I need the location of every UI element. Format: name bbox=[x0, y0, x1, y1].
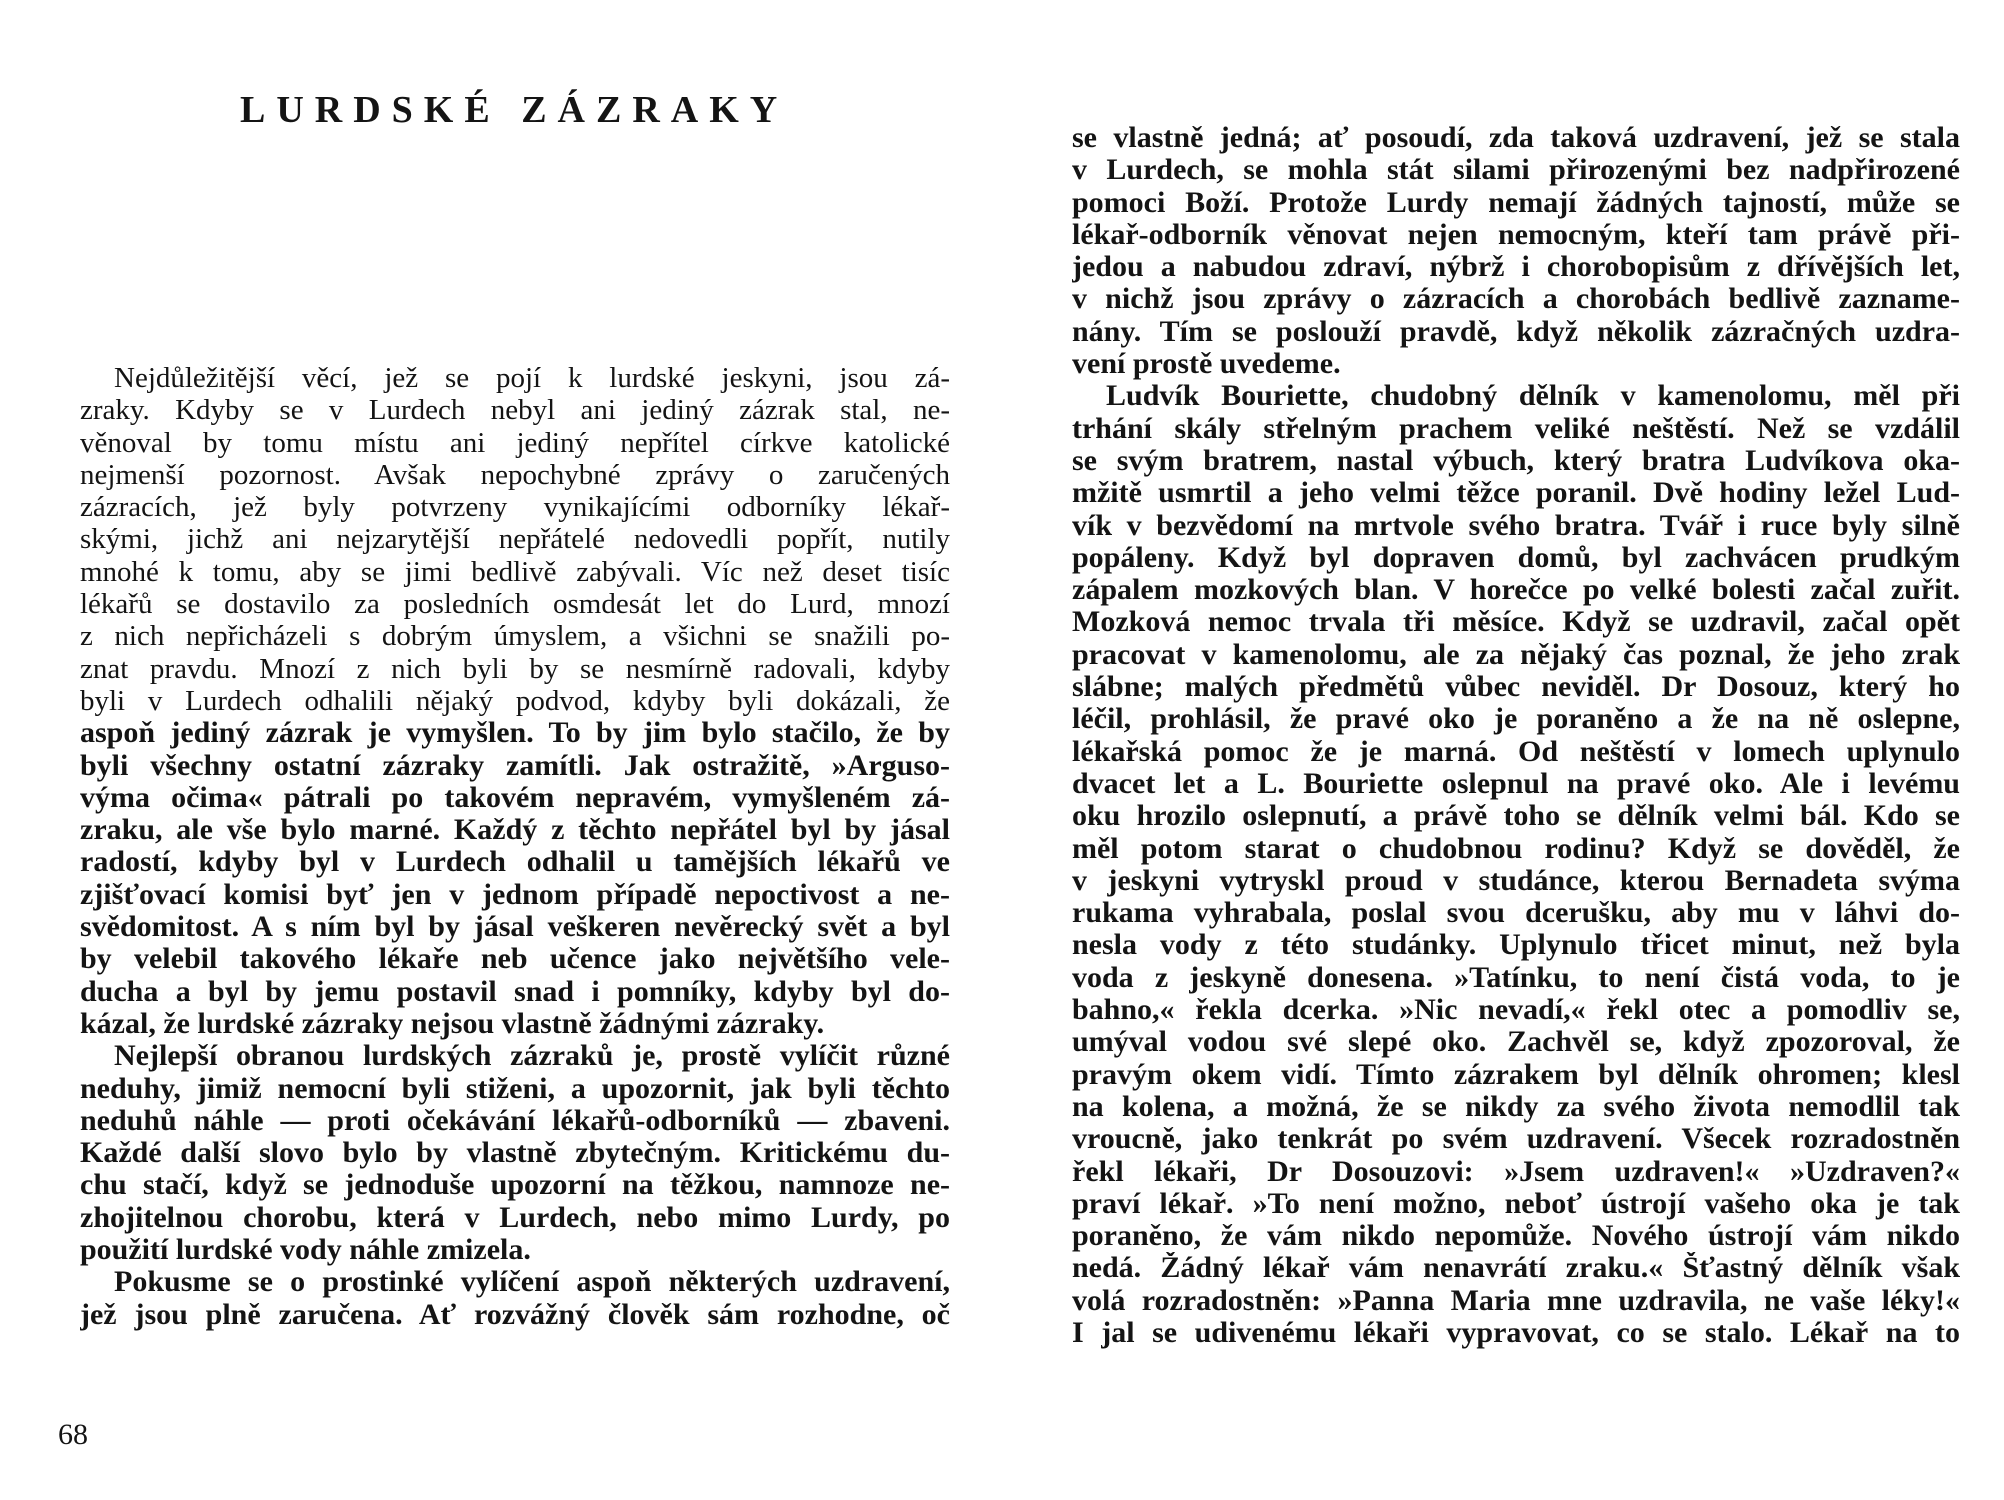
text-line: chu stačí, když se jednoduše upozorní na těžkou, namnoze ne- bbox=[80, 1169, 950, 1202]
right-page bbox=[1000, 0, 2004, 1500]
text-line: měl potom starat o chudobnou rodinu? Když se dověděl, že bbox=[1072, 832, 1960, 865]
text-line: zjišťovací komisi byť jen v jednom případě nepoctivost a ne- bbox=[80, 878, 950, 911]
text-line: dvacet let a L. Bouriette oslepnul na pravé oko. Ale i levému bbox=[1072, 767, 1960, 800]
text-line: by velebil takového lékaře neb učence jako největšího vele- bbox=[80, 943, 950, 976]
text-line: nány. Tím se poslouží pravdě, když několik zázračných uzdra- bbox=[1072, 315, 1960, 348]
text-line: zraky. Kdyby se v Lurdech nebyl ani jediný zázrak stal, ne- bbox=[80, 394, 950, 427]
text-line: Pokusme se o prostinké vylíčení aspoň některých uzdravení, bbox=[114, 1266, 950, 1299]
text-line: oku hrozilo oslepnutí, a právě toho se dělník velmi bál. Kdo se bbox=[1072, 800, 1960, 833]
left-page bbox=[0, 0, 1000, 1500]
text-line: nesla vody z této studánky. Uplynulo třicet minut, než byla bbox=[1072, 929, 1960, 962]
text-line: mžitě usmrtil a jeho velmi těžce poranil. Dvě hodiny ležel Lud- bbox=[1072, 477, 1960, 510]
text-line: pomoci Boží. Protože Lurdy nemají žádných tajností, může se bbox=[1072, 186, 1960, 219]
text-line: vík v bezvědomí na mrtvole svého bratra. Tvář i ruce byly silně bbox=[1072, 509, 1960, 542]
text-line: řekl lékaři, Dr Dosouzovi: »Jsem uzdraven!« »Uzdraven?« bbox=[1072, 1155, 1960, 1188]
text-line: nejmenší pozornost. Avšak nepochybné zprávy o zaručených bbox=[80, 458, 950, 491]
text-line: byli všechny ostatní zázraky zamítli. Jak ostražitě, »Arguso- bbox=[80, 749, 950, 782]
text-line: Mozková nemoc trvala tři měsíce. Když se uzdravil, začal opět bbox=[1072, 606, 1960, 639]
text-line: Nejdůležitější věcí, jež se pojí k lurdské jeskyni, jsou zá- bbox=[114, 362, 950, 394]
text-line: rukama vyhrabala, poslal svou dcerušku, aby mu v láhvi do- bbox=[1072, 897, 1960, 930]
text-line: pravým okem vidí. Tímto zázrakem byl dělník ohromen; klesl bbox=[1072, 1058, 1960, 1091]
text-line: voda z jeskyně donesena. »Tatínku, to není čistá voda, to je bbox=[1072, 961, 1960, 994]
left-page-text bbox=[80, 362, 950, 1331]
text-line: se vlastně jedná; ať posoudí, zda taková uzdravení, jež se stala bbox=[1072, 122, 1960, 154]
text-line: aspoň jediný zázrak je vymyšlen. To by jim bylo stačilo, že by bbox=[80, 717, 950, 750]
text-line: lékařů se dostavilo za posledních osmdesát let do Lurd, mnozí bbox=[80, 588, 950, 621]
text-line: neduhů náhle — proti očekávání lékařů-odborníků — zbaveni. bbox=[80, 1104, 950, 1137]
text-line: volá rozradostněn: »Panna Maria mne uzdravila, ne vaše léky!« bbox=[1072, 1284, 1960, 1317]
text-line: umýval vodou své slepé oko. Zachvěl se, když zpozoroval, že bbox=[1072, 1026, 1960, 1059]
text-line: jedou a nabudou zdraví, nýbrž i chorobopisům z dřívějších let, bbox=[1072, 251, 1960, 284]
text-line: neduhy, jimiž nemocní byli stiženi, a upozornit, jak byli těchto bbox=[80, 1072, 950, 1105]
text-line: věnoval by tomu místu ani jediný nepřítel církve katolické bbox=[80, 426, 950, 459]
text-line: svědomitost. A s ním byl by jásal veškeren nevěrecký svět a byl bbox=[80, 911, 950, 944]
text-line: výma očima« pátrali po takovém nepravém, vymyšleném zá- bbox=[80, 781, 950, 814]
text-line: se svým bratrem, nastal výbuch, který bratra Ludvíkova oka- bbox=[1072, 444, 1960, 477]
text-line: poraněno, že vám nikdo nepomůže. Nového ústrojí vám nikdo bbox=[1072, 1220, 1960, 1253]
text-line: v nichž jsou zprávy o zázracích a chorobách bedlivě zazname- bbox=[1072, 283, 1960, 316]
text-line: mnohé k tomu, aby se jimi bedlivě zabývali. Víc než deset tisíc bbox=[80, 555, 950, 588]
text-line: léčil, prohlásil, že pravé oko je poraněno a že na ně oslepne, bbox=[1072, 703, 1960, 736]
text-line: kázal, že lurdské zázraky nejsou vlastně žádnými zázraky. bbox=[80, 1007, 825, 1040]
text-line: vroucně, jako tenkrát po svém uzdravení. Všecek rozradostněn bbox=[1072, 1123, 1960, 1156]
text-line: I jal se udivenému lékaři vypravovat, co se stalo. Lékař na to bbox=[1072, 1316, 1960, 1349]
text-line: bahno,« řekla dcerka. »Nic nevadí,« řekl otec a pomodliv se, bbox=[1072, 994, 1960, 1027]
page-number: 68 bbox=[58, 1418, 88, 1451]
text-line: radostí, kdyby byl v Lurdech odhalil u tamějších lékařů ve bbox=[80, 846, 950, 879]
text-line: zázracích, jež byly potvrzeny vynikajícími odborníky lékař- bbox=[80, 491, 950, 524]
text-line: nedá. Žádný lékař vám nenavrátí zraku.« Šťastný dělník však bbox=[1072, 1252, 1960, 1285]
text-line: v Lurdech, se mohla stát silami přirozenými bez nadpřirozené bbox=[1072, 154, 1960, 187]
text-line: byli v Lurdech odhalili nějaký podvod, kdyby byli dokázali, že bbox=[80, 684, 950, 717]
text-line: pracovat v kamenolomu, ale za nějaký čas poznal, že jeho zrak bbox=[1072, 638, 1960, 671]
text-line: popáleny. Když byl dopraven domů, byl zachvácen prudkým bbox=[1072, 541, 1960, 574]
text-line: znat pravdu. Mnozí z nich byli by se nesmírně radovali, kdyby bbox=[80, 652, 950, 685]
text-line: slábne; malých předmětů vůbec neviděl. Dr Dosouz, který ho bbox=[1072, 671, 1960, 704]
right-page-text bbox=[1072, 122, 1960, 1349]
text-line: použití lurdské vody náhle zmizela. bbox=[80, 1234, 531, 1267]
text-line: vení prostě uvedeme. bbox=[1072, 348, 1341, 381]
text-line: Každé další slovo bylo by vlastně zbytečným. Kritickému du- bbox=[80, 1137, 950, 1170]
text-line: trhání skály střelným prachem veliké neštěstí. Než se vzdálil bbox=[1072, 412, 1960, 445]
text-line: zhojitelnou chorobu, která v Lurdech, nebo mimo Lurdy, po bbox=[80, 1201, 950, 1234]
text-line: v jeskyni vytryskl proud v studánce, kterou Bernadeta svýma bbox=[1072, 864, 1960, 897]
text-line: zápalem mozkových blan. V horečce po velké bolesti začal zuřit. bbox=[1072, 574, 1960, 607]
text-line: ducha a byl by jemu postavil snad i pomníky, kdyby byl do- bbox=[80, 975, 950, 1008]
chapter-title: LURDSKÉ ZÁZRAKY bbox=[240, 89, 789, 131]
text-line: Ludvík Bouriette, chudobný dělník v kamenolomu, měl při bbox=[1106, 380, 1960, 413]
text-line: jež jsou plně zaručena. Ať rozvážný člověk sám rozhodne, oč bbox=[80, 1298, 950, 1331]
text-line: praví lékař. »To není možno, neboť ústrojí vašeho oka je tak bbox=[1072, 1187, 1960, 1220]
text-line: lékařská pomoc že je marná. Od neštěstí v lomech uplynulo bbox=[1072, 735, 1960, 768]
text-line: zraku, ale vše bylo marné. Každý z těchto nepřátel byl by jásal bbox=[80, 814, 950, 847]
text-line: z nich nepřicházeli s dobrým úmyslem, a všichni se snažili po- bbox=[80, 620, 950, 653]
text-line: Nejlepší obranou lurdských zázraků je, prostě vylíčit různé bbox=[114, 1040, 950, 1073]
text-line: lékař-odborník věnovat nejen nemocným, kteří tam právě při- bbox=[1072, 218, 1960, 251]
text-line: na kolena, a možná, že se nikdy za svého života nemodlil tak bbox=[1072, 1090, 1960, 1123]
text-line: skými, jichž ani nejzarytější nepřátelé nedovedli popřít, nutily bbox=[80, 523, 950, 556]
